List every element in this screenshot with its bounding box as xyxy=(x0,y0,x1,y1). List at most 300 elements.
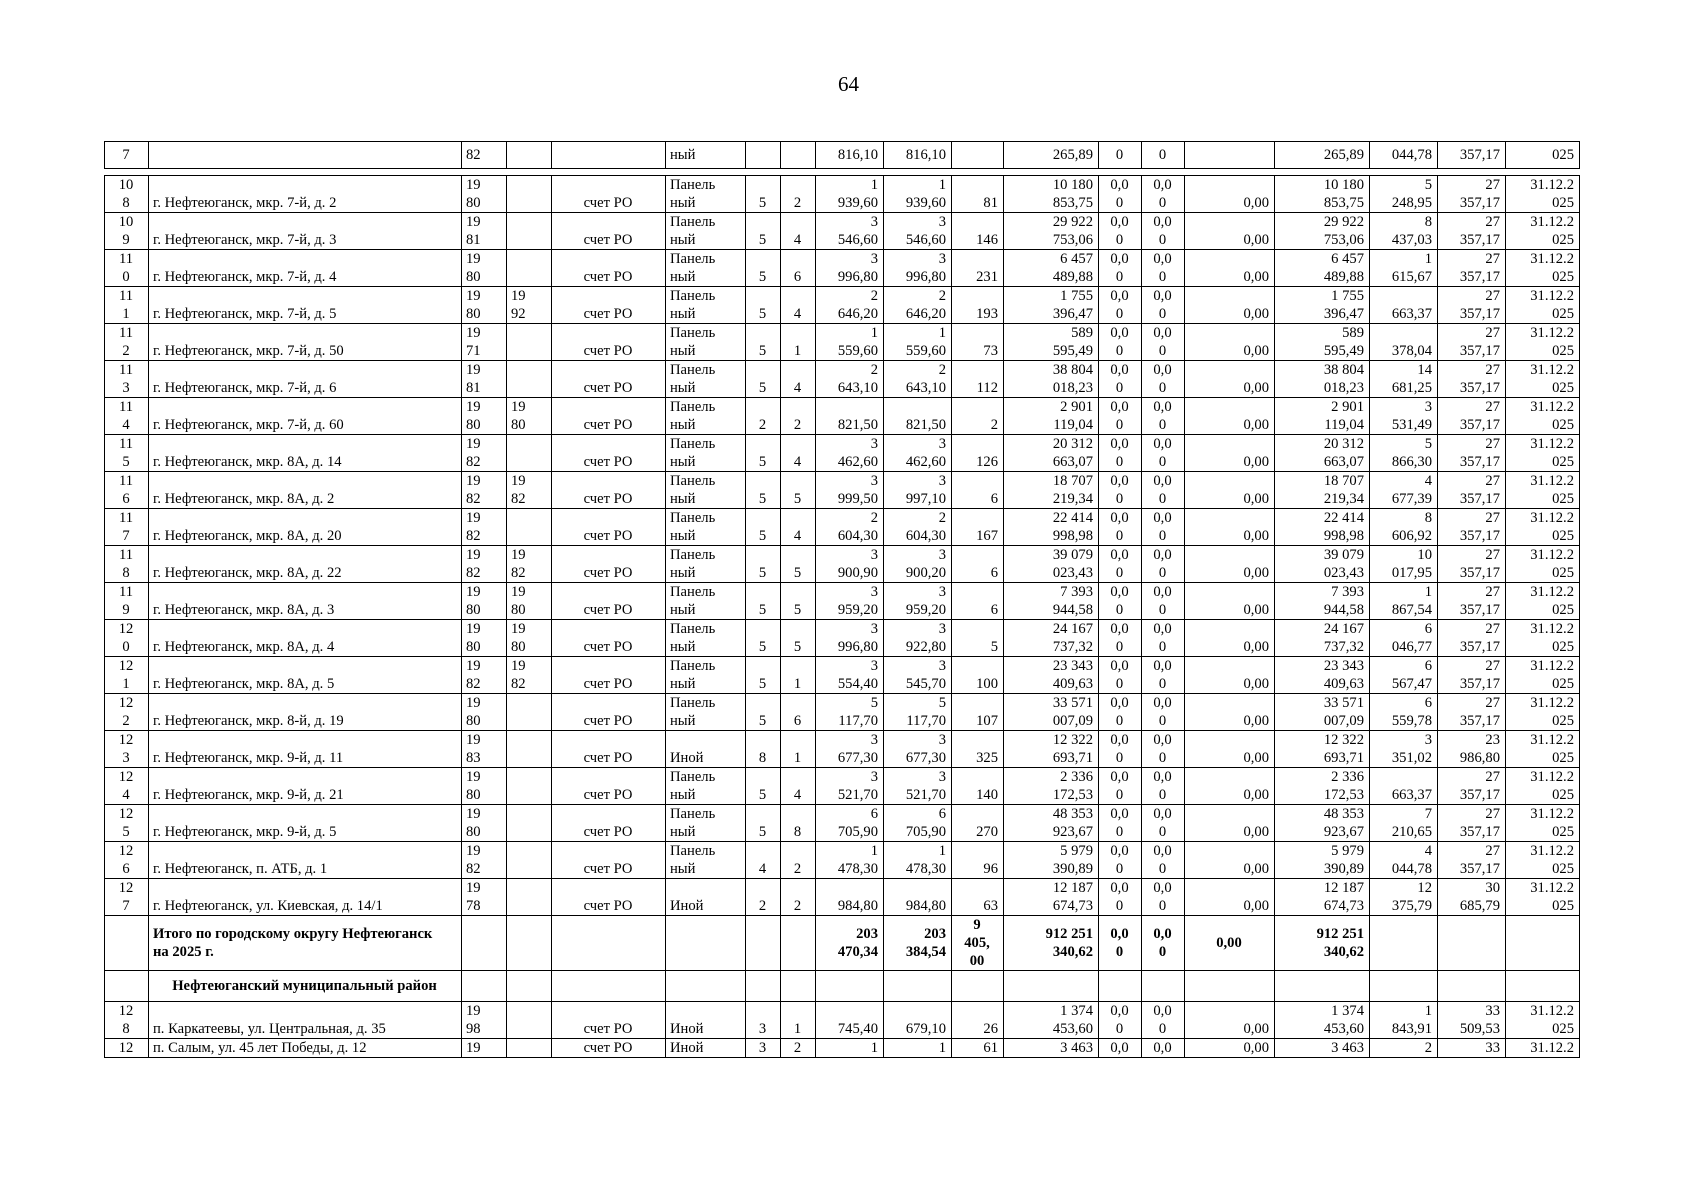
living-area-cell: 3 545,70 xyxy=(884,657,952,694)
floors-cell: 5 xyxy=(746,620,781,657)
residents-cell xyxy=(952,142,1004,169)
fund-method-cell: счет РО xyxy=(552,287,666,324)
fund-subject-cell: 0,0 0 xyxy=(1099,361,1142,398)
cost-per-sqm-cell: 3 351,02 xyxy=(1370,731,1438,768)
fund-subject-cell: 0,0 0 xyxy=(1099,583,1142,620)
max-cost-per-sqm-cell: 27 357,17 xyxy=(1438,472,1506,509)
fund-method-cell: счет РО xyxy=(552,657,666,694)
residents-cell: 6 xyxy=(952,546,1004,583)
deadline-cell: 31.12.2 025 xyxy=(1506,731,1580,768)
entrances-cell: 8 xyxy=(781,805,816,842)
fund-method-cell: счет РО xyxy=(552,1039,666,1058)
max-cost-per-sqm-cell: 27 357,17 xyxy=(1438,398,1506,435)
reconstruction-year-cell xyxy=(507,361,552,398)
entrances-cell: 5 xyxy=(781,472,816,509)
address-cell xyxy=(149,142,462,169)
max-cost-per-sqm-cell: 27 357,17 xyxy=(1438,546,1506,583)
total-cost-cell: 18 707 219,34 xyxy=(1004,472,1099,509)
reconstruction-year-cell: 19 80 xyxy=(507,583,552,620)
fund-other-cell: 0,00 xyxy=(1185,546,1275,583)
fund-municipal-cell: 0,0 0 xyxy=(1142,768,1185,805)
row-number-cell: 12 7 xyxy=(105,879,149,916)
entrances-cell: 1 xyxy=(781,731,816,768)
total-cost-cell: 1 755 396,47 xyxy=(1004,287,1099,324)
floors-cell: 5 xyxy=(746,805,781,842)
empty-cell xyxy=(1438,916,1506,971)
total-cost-cell: 33 571 007,09 xyxy=(1004,694,1099,731)
empty-cell xyxy=(462,971,507,1002)
residents-cell: 96 xyxy=(952,842,1004,879)
deadline-cell: 31.12.2 025 xyxy=(1506,472,1580,509)
fund-other-cell: 0,00 xyxy=(1185,398,1275,435)
fund-subject-cell: 0,0 0 xyxy=(1099,287,1142,324)
table-row xyxy=(105,435,1580,472)
table-row xyxy=(105,176,1580,213)
cost-per-sqm-cell: 8 437,03 xyxy=(1370,213,1438,250)
table-row xyxy=(105,842,1580,879)
fund-subject-cell: 0,0 0 xyxy=(1099,768,1142,805)
living-area-cell: 3 462,60 xyxy=(884,435,952,472)
fund-owners-cell: 6 457 489,88 xyxy=(1275,250,1370,287)
deadline-cell: 025 xyxy=(1506,142,1580,169)
entrances-cell: 4 xyxy=(781,509,816,546)
fund-owners-cell: 38 804 018,23 xyxy=(1275,361,1370,398)
reconstruction-year-cell xyxy=(507,324,552,361)
cost-per-sqm-cell: 10 017,95 xyxy=(1370,546,1438,583)
empty-cell xyxy=(1004,971,1099,1002)
total-cost-cell: 39 079 023,43 xyxy=(1004,546,1099,583)
reconstruction-year-cell xyxy=(507,879,552,916)
residents-cell: 231 xyxy=(952,250,1004,287)
fund-owners-cell: 12 187 674,73 xyxy=(1275,879,1370,916)
max-cost-per-sqm-cell: 27 357,17 xyxy=(1438,805,1506,842)
empty-cell xyxy=(507,916,552,971)
fund-owners-cell: 3 463 xyxy=(1275,1039,1370,1058)
row-number-cell: 11 8 xyxy=(105,546,149,583)
floors-cell xyxy=(746,142,781,169)
table-row xyxy=(105,657,1580,694)
deadline-cell: 31.12.2 025 xyxy=(1506,176,1580,213)
fund-owners-cell: 18 707 219,34 xyxy=(1275,472,1370,509)
empty-cell xyxy=(552,916,666,971)
entrances-cell: 1 xyxy=(781,324,816,361)
living-area-cell: 1 559,60 xyxy=(884,324,952,361)
total-area-cell: 3 546,60 xyxy=(816,213,884,250)
reconstruction-year-cell xyxy=(507,768,552,805)
empty-cell xyxy=(746,916,781,971)
residents-cell: 146 xyxy=(952,213,1004,250)
empty-cell xyxy=(952,971,1004,1002)
reconstruction-year-cell xyxy=(507,694,552,731)
reconstruction-year-cell: 19 82 xyxy=(507,657,552,694)
wall-material-cell: Панель ный xyxy=(666,435,746,472)
reconstruction-year-cell xyxy=(507,250,552,287)
max-cost-per-sqm-cell: 27 357,17 xyxy=(1438,250,1506,287)
total-area-cell: 3 996,80 xyxy=(816,620,884,657)
empty-cell xyxy=(666,971,746,1002)
empty-cell xyxy=(884,971,952,1002)
fund-other-cell: 0,00 xyxy=(1185,805,1275,842)
address-cell: г. Нефтеюганск, мкр. 7-й, д. 3 xyxy=(149,213,462,250)
cost-per-sqm-cell: 6 559,78 xyxy=(1370,694,1438,731)
address-cell: г. Нефтеюганск, мкр. 8-й, д. 19 xyxy=(149,694,462,731)
total-area-cell: 3 521,70 xyxy=(816,768,884,805)
empty-cell xyxy=(1142,971,1185,1002)
entrances-cell: 4 xyxy=(781,361,816,398)
address-cell: г. Нефтеюганск, мкр. 7-й, д. 60 xyxy=(149,398,462,435)
fund-owners-cell: 12 322 693,71 xyxy=(1275,731,1370,768)
row-number-cell: 11 0 xyxy=(105,250,149,287)
fund-municipal-cell: 0,0 0 xyxy=(1142,176,1185,213)
fund-other-cell: 0,00 xyxy=(1185,879,1275,916)
address-cell: г. Нефтеюганск, мкр. 7-й, д. 6 xyxy=(149,361,462,398)
entrances-cell: 4 xyxy=(781,287,816,324)
residents-cell: 325 xyxy=(952,731,1004,768)
build-year-cell: 82 xyxy=(462,142,507,169)
fund-municipal-sum: 0,0 0 xyxy=(1142,916,1185,971)
total-cost-cell: 12 322 693,71 xyxy=(1004,731,1099,768)
max-cost-per-sqm-cell: 27 357,17 xyxy=(1438,657,1506,694)
total-cost-cell: 6 457 489,88 xyxy=(1004,250,1099,287)
wall-material-cell: Иной xyxy=(666,1039,746,1058)
max-cost-per-sqm-cell: 27 357,17 xyxy=(1438,509,1506,546)
floors-cell: 5 xyxy=(746,176,781,213)
reconstruction-year-cell: 19 92 xyxy=(507,287,552,324)
fund-method-cell: счет РО xyxy=(552,213,666,250)
floors-cell: 5 xyxy=(746,287,781,324)
fund-other-sum: 0,00 xyxy=(1185,916,1275,971)
row-number-cell: 11 7 xyxy=(105,509,149,546)
section-header-row xyxy=(105,971,1580,1002)
fund-other-cell: 0,00 xyxy=(1185,287,1275,324)
reconstruction-year-cell xyxy=(507,509,552,546)
deadline-cell: 31.12.2 025 xyxy=(1506,620,1580,657)
living-area-cell: 5 117,70 xyxy=(884,694,952,731)
fund-method-cell: счет РО xyxy=(552,176,666,213)
entrances-cell: 5 xyxy=(781,620,816,657)
cost-per-sqm-cell: 6 046,77 xyxy=(1370,620,1438,657)
total-cost-cell: 12 187 674,73 xyxy=(1004,879,1099,916)
total-cost-cell: 265,89 xyxy=(1004,142,1099,169)
address-cell: г. Нефтеюганск, мкр. 8А, д. 14 xyxy=(149,435,462,472)
table-row xyxy=(105,731,1580,768)
total-area-cell: 3 999,50 xyxy=(816,472,884,509)
fund-other-cell: 0,00 xyxy=(1185,472,1275,509)
wall-material-cell: Панель ный xyxy=(666,583,746,620)
cost-per-sqm-cell: 663,37 xyxy=(1370,768,1438,805)
housing-repair-table xyxy=(104,141,1580,1058)
entrances-cell: 1 xyxy=(781,657,816,694)
living-area-cell: 2 604,30 xyxy=(884,509,952,546)
fund-subject-cell: 0,0 0 xyxy=(1099,805,1142,842)
residents-cell: 73 xyxy=(952,324,1004,361)
empty-cell xyxy=(816,971,884,1002)
fund-subject-cell: 0,0 0 xyxy=(1099,176,1142,213)
residents-cell: 81 xyxy=(952,176,1004,213)
max-cost-per-sqm-cell: 33 509,53 xyxy=(1438,1002,1506,1039)
entrances-cell: 1 xyxy=(781,1002,816,1039)
fund-method-cell: счет РО xyxy=(552,768,666,805)
total-cost-cell: 38 804 018,23 xyxy=(1004,361,1099,398)
total-area-cell: 984,80 xyxy=(816,879,884,916)
living-area-cell: 3 900,20 xyxy=(884,546,952,583)
living-area-sum: 203 384,54 xyxy=(884,916,952,971)
fund-subject-cell: 0 xyxy=(1099,142,1142,169)
fund-municipal-cell: 0,0 0 xyxy=(1142,509,1185,546)
build-year-cell: 19 80 xyxy=(462,250,507,287)
wall-material-cell: Панель ный xyxy=(666,250,746,287)
total-cost-cell: 1 374 453,60 xyxy=(1004,1002,1099,1039)
fund-municipal-cell: 0,0 0 xyxy=(1142,324,1185,361)
floors-cell: 5 xyxy=(746,250,781,287)
wall-material-cell: Панель ный xyxy=(666,287,746,324)
row-number-cell: 12 3 xyxy=(105,731,149,768)
reconstruction-year-cell: 19 82 xyxy=(507,546,552,583)
row-number-cell: 12 8 xyxy=(105,1002,149,1039)
row-number-cell: 12 6 xyxy=(105,842,149,879)
deadline-cell: 31.12.2 025 xyxy=(1506,842,1580,879)
wall-material-cell: Панель ный xyxy=(666,213,746,250)
table-row xyxy=(105,1039,1580,1058)
fund-method-cell xyxy=(552,142,666,169)
fund-other-cell: 0,00 xyxy=(1185,176,1275,213)
table-row xyxy=(105,620,1580,657)
empty-cell xyxy=(1099,971,1142,1002)
address-cell: г. Нефтеюганск, мкр. 8А, д. 20 xyxy=(149,509,462,546)
entrances-cell: 2 xyxy=(781,398,816,435)
fund-municipal-cell: 0,0 0 xyxy=(1142,398,1185,435)
max-cost-per-sqm-cell: 27 357,17 xyxy=(1438,583,1506,620)
address-cell: г. Нефтеюганск, мкр. 7-й, д. 2 xyxy=(149,176,462,213)
row-number-cell: 12 1 xyxy=(105,657,149,694)
empty-cell xyxy=(781,916,816,971)
max-cost-per-sqm-cell: 27 357,17 xyxy=(1438,768,1506,805)
section-title: Нефтеюганский муниципальный район xyxy=(149,971,462,1002)
fund-other-cell: 0,00 xyxy=(1185,842,1275,879)
entrances-cell: 2 xyxy=(781,176,816,213)
wall-material-cell: Панель ный xyxy=(666,805,746,842)
fund-owners-cell: 33 571 007,09 xyxy=(1275,694,1370,731)
deadline-cell: 31.12.2 025 xyxy=(1506,879,1580,916)
total-area-sum: 203 470,34 xyxy=(816,916,884,971)
cost-per-sqm-cell: 12 375,79 xyxy=(1370,879,1438,916)
wall-material-cell: Панель ный xyxy=(666,768,746,805)
living-area-cell: 2 643,10 xyxy=(884,361,952,398)
fund-other-cell: 0,00 xyxy=(1185,768,1275,805)
fund-owners-cell: 22 414 998,98 xyxy=(1275,509,1370,546)
table-row xyxy=(105,250,1580,287)
fund-other-cell: 0,00 xyxy=(1185,694,1275,731)
fund-subject-cell: 0,0 0 xyxy=(1099,250,1142,287)
empty-cell xyxy=(462,916,507,971)
row-number-cell: 11 6 xyxy=(105,472,149,509)
fund-method-cell: счет РО xyxy=(552,435,666,472)
build-year-cell: 19 80 xyxy=(462,768,507,805)
max-cost-per-sqm-cell: 33 xyxy=(1438,1039,1506,1058)
table-row xyxy=(105,142,1580,169)
empty-cell xyxy=(1506,971,1580,1002)
fund-other-cell: 0,00 xyxy=(1185,620,1275,657)
entrances-cell: 2 xyxy=(781,1039,816,1058)
cost-per-sqm-cell: 378,04 xyxy=(1370,324,1438,361)
address-cell: г. Нефтеюганск, мкр. 7-й, д. 50 xyxy=(149,324,462,361)
reconstruction-year-cell: 19 80 xyxy=(507,398,552,435)
fund-other-cell: 0,00 xyxy=(1185,583,1275,620)
max-cost-per-sqm-cell: 23 986,80 xyxy=(1438,731,1506,768)
empty-cell xyxy=(1185,971,1275,1002)
reconstruction-year-cell: 19 82 xyxy=(507,472,552,509)
fund-owners-cell: 29 922 753,06 xyxy=(1275,213,1370,250)
reconstruction-year-cell xyxy=(507,842,552,879)
max-cost-per-sqm-cell: 27 357,17 xyxy=(1438,176,1506,213)
fund-owners-cell: 23 343 409,63 xyxy=(1275,657,1370,694)
total-area-cell: 821,50 xyxy=(816,398,884,435)
fund-subject-cell: 0,0 0 xyxy=(1099,509,1142,546)
row-number-cell: 12 2 xyxy=(105,694,149,731)
address-cell: г. Нефтеюганск, мкр. 9-й, д. 5 xyxy=(149,805,462,842)
floors-cell: 5 xyxy=(746,768,781,805)
fund-subject-cell: 0,0 0 xyxy=(1099,1002,1142,1039)
total-cost-cell: 20 312 663,07 xyxy=(1004,435,1099,472)
total-area-cell: 3 554,40 xyxy=(816,657,884,694)
living-area-cell: 1 478,30 xyxy=(884,842,952,879)
fund-method-cell: счет РО xyxy=(552,805,666,842)
floors-cell: 5 xyxy=(746,324,781,361)
fund-method-cell: счет РО xyxy=(552,842,666,879)
empty-cell xyxy=(1438,971,1506,1002)
wall-material-cell: Панель ный xyxy=(666,361,746,398)
total-cost-cell: 22 414 998,98 xyxy=(1004,509,1099,546)
living-area-cell: 2 646,20 xyxy=(884,287,952,324)
entrances-cell: 4 xyxy=(781,213,816,250)
residents-cell: 126 xyxy=(952,435,1004,472)
living-area-cell: 3 546,60 xyxy=(884,213,952,250)
wall-material-cell: Панель ный xyxy=(666,694,746,731)
fund-subject-cell: 0,0 0 xyxy=(1099,472,1142,509)
cost-per-sqm-cell: 1 867,54 xyxy=(1370,583,1438,620)
build-year-cell: 19 82 xyxy=(462,435,507,472)
fund-other-cell xyxy=(1185,142,1275,169)
fund-owners-cell: 7 393 944,58 xyxy=(1275,583,1370,620)
address-cell: г. Нефтеюганск, п. АТБ, д. 1 xyxy=(149,842,462,879)
total-area-cell: 816,10 xyxy=(816,142,884,169)
cost-per-sqm-cell: 2 xyxy=(1370,1039,1438,1058)
cost-per-sqm-cell: 663,37 xyxy=(1370,287,1438,324)
fund-owners-cell: 265,89 xyxy=(1275,142,1370,169)
fund-subject-cell: 0,0 0 xyxy=(1099,324,1142,361)
total-cost-cell: 10 180 853,75 xyxy=(1004,176,1099,213)
wall-material-cell: Панель ный xyxy=(666,324,746,361)
build-year-cell: 19 83 xyxy=(462,731,507,768)
deadline-cell: 31.12.2 025 xyxy=(1506,805,1580,842)
deadline-cell: 31.12.2 025 xyxy=(1506,398,1580,435)
table-row xyxy=(105,768,1580,805)
fund-subject-cell: 0,0 xyxy=(1099,1039,1142,1058)
empty-cell xyxy=(1370,971,1438,1002)
entrances-cell: 6 xyxy=(781,694,816,731)
empty-cell xyxy=(1275,971,1370,1002)
address-cell: г. Нефтеюганск, мкр. 8А, д. 22 xyxy=(149,546,462,583)
living-area-cell: 3 677,30 xyxy=(884,731,952,768)
table-row xyxy=(105,1002,1580,1039)
address-cell: п. Каркатеевы, ул. Центральная, д. 35 xyxy=(149,1002,462,1039)
reconstruction-year-cell xyxy=(507,731,552,768)
wall-material-cell: Панель ный xyxy=(666,472,746,509)
residents-cell: 63 xyxy=(952,879,1004,916)
address-cell: г. Нефтеюганск, мкр. 7-й, д. 5 xyxy=(149,287,462,324)
fund-method-cell: счет РО xyxy=(552,546,666,583)
build-year-cell: 19 80 xyxy=(462,620,507,657)
build-year-cell: 19 98 xyxy=(462,1002,507,1039)
entrances-cell: 2 xyxy=(781,879,816,916)
total-row xyxy=(105,916,1580,971)
empty-cell xyxy=(666,916,746,971)
empty-cell xyxy=(1370,916,1438,971)
wall-material-cell: ный xyxy=(666,142,746,169)
living-area-cell: 3 997,10 xyxy=(884,472,952,509)
total-area-cell: 2 643,10 xyxy=(816,361,884,398)
living-area-cell: 984,80 xyxy=(884,879,952,916)
fund-owners-cell: 48 353 923,67 xyxy=(1275,805,1370,842)
cost-per-sqm-cell: 5 866,30 xyxy=(1370,435,1438,472)
residents-cell: 26 xyxy=(952,1002,1004,1039)
wall-material-cell: Панель ный xyxy=(666,176,746,213)
deadline-cell: 31.12.2 025 xyxy=(1506,509,1580,546)
address-cell: г. Нефтеюганск, мкр. 8А, д. 2 xyxy=(149,472,462,509)
total-area-cell: 2 646,20 xyxy=(816,287,884,324)
wall-material-cell: Панель ный xyxy=(666,398,746,435)
reconstruction-year-cell xyxy=(507,213,552,250)
fund-owners-cell: 39 079 023,43 xyxy=(1275,546,1370,583)
total-area-cell: 2 604,30 xyxy=(816,509,884,546)
residents-cell: 112 xyxy=(952,361,1004,398)
fund-subject-cell: 0,0 0 xyxy=(1099,398,1142,435)
fund-owners-cell: 20 312 663,07 xyxy=(1275,435,1370,472)
total-area-cell: 5 117,70 xyxy=(816,694,884,731)
cost-per-sqm-cell: 4 677,39 xyxy=(1370,472,1438,509)
floors-cell: 5 xyxy=(746,361,781,398)
deadline-cell: 31.12.2 025 xyxy=(1506,287,1580,324)
table-row xyxy=(105,879,1580,916)
fund-method-cell: счет РО xyxy=(552,250,666,287)
fund-subject-cell: 0,0 0 xyxy=(1099,842,1142,879)
max-cost-per-sqm-cell: 27 357,17 xyxy=(1438,842,1506,879)
total-area-cell: 6 705,90 xyxy=(816,805,884,842)
row-number-cell xyxy=(105,916,149,971)
residents-cell: 2 xyxy=(952,398,1004,435)
total-cost-sum: 912 251 340,62 xyxy=(1004,916,1099,971)
build-year-cell: 19 81 xyxy=(462,361,507,398)
wall-material-cell: Иной xyxy=(666,1002,746,1039)
floors-cell: 5 xyxy=(746,657,781,694)
fund-method-cell: счет РО xyxy=(552,1002,666,1039)
floors-cell: 2 xyxy=(746,398,781,435)
fund-other-cell: 0,00 xyxy=(1185,213,1275,250)
max-cost-per-sqm-cell: 357,17 xyxy=(1438,142,1506,169)
cost-per-sqm-cell: 14 681,25 xyxy=(1370,361,1438,398)
total-cost-cell: 3 463 xyxy=(1004,1039,1099,1058)
living-area-cell: 3 922,80 xyxy=(884,620,952,657)
fund-other-cell: 0,00 xyxy=(1185,324,1275,361)
row-gap-cell xyxy=(105,169,1580,176)
fund-subject-cell: 0,0 0 xyxy=(1099,657,1142,694)
fund-municipal-cell: 0,0 0 xyxy=(1142,842,1185,879)
floors-cell: 8 xyxy=(746,731,781,768)
deadline-cell: 31.12.2 025 xyxy=(1506,546,1580,583)
total-area-cell: 3 900,90 xyxy=(816,546,884,583)
table-row xyxy=(105,287,1580,324)
cost-per-sqm-cell: 1 615,67 xyxy=(1370,250,1438,287)
